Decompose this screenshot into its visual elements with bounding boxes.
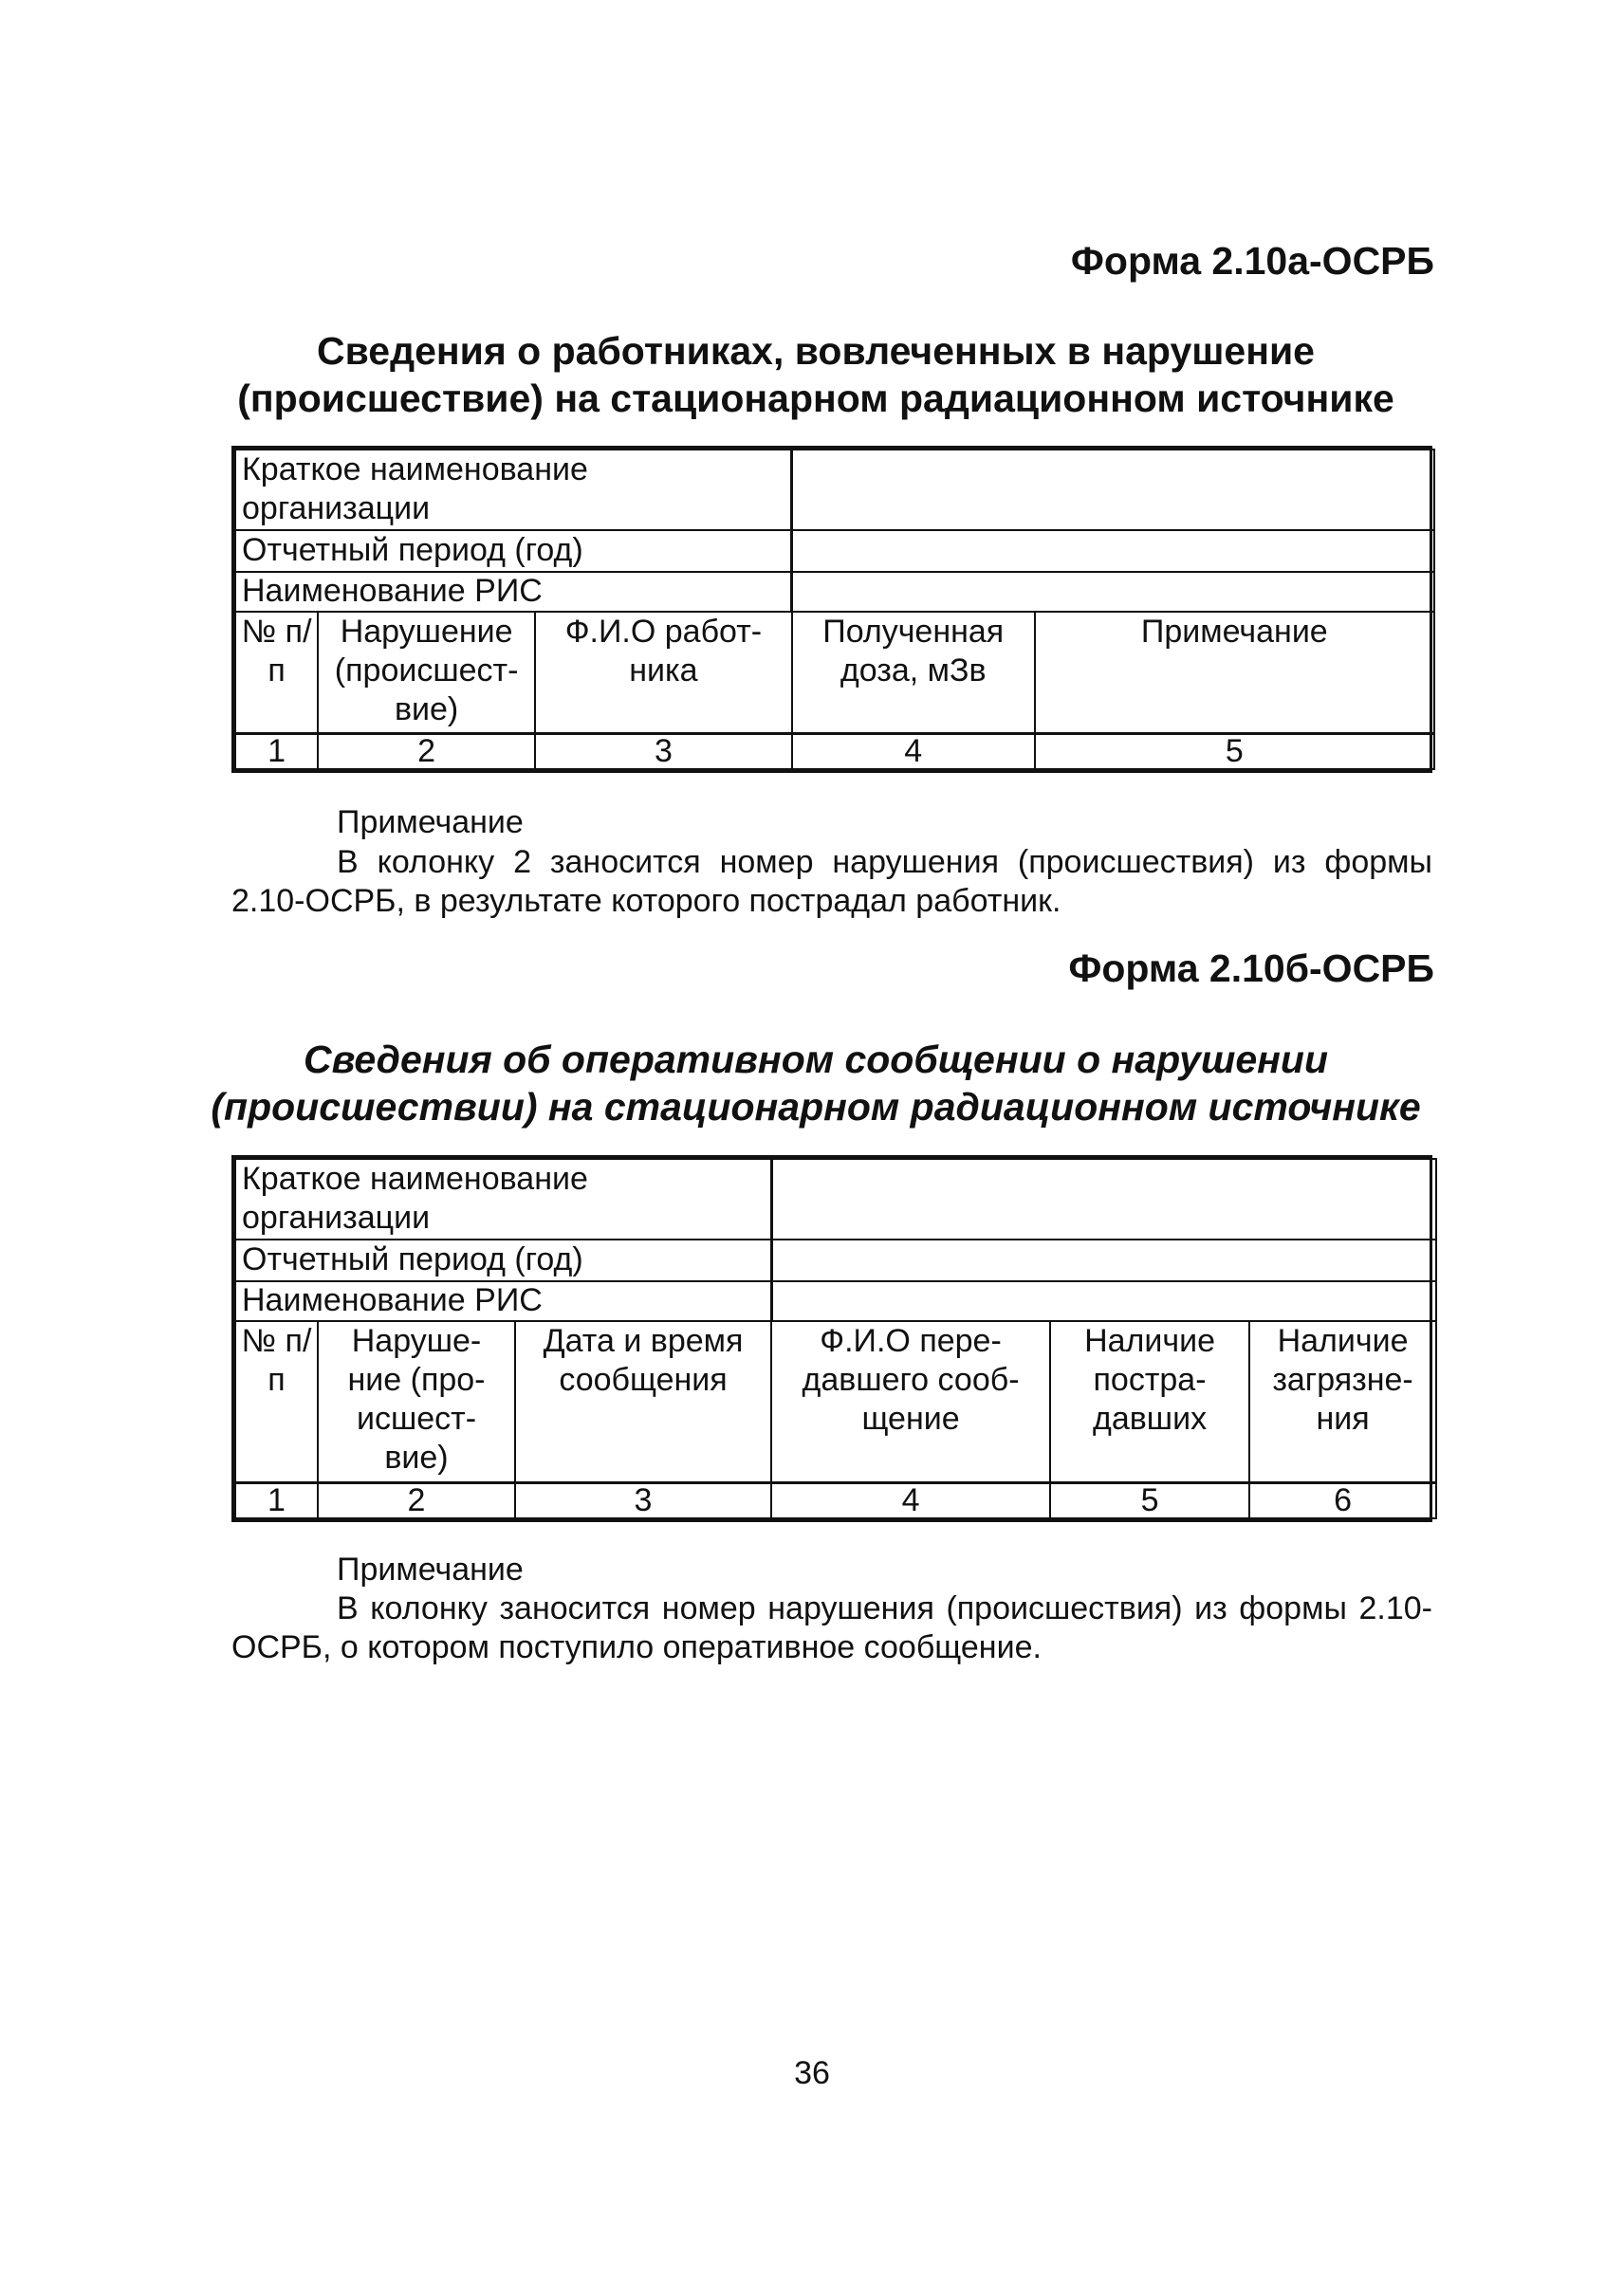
form-b-label: Форма 2.10б-ОСРБ (1068, 946, 1434, 990)
form-b-period-value[interactable] (771, 1240, 1436, 1281)
form-a-ris-value[interactable] (792, 572, 1434, 612)
form-a-org-value[interactable] (792, 450, 1434, 530)
form-b-note-text: В колонку заносится номер нарушения (происшествия) из формы 2.10-ОСРБ, о котором поступило оперативное сообщение. (231, 1590, 1432, 1665)
form-b-col-header-5: Наличие постра-давших (1050, 1321, 1249, 1482)
form-b-col-number: 4 (771, 1482, 1050, 1518)
form-b-col-header-3: Дата и время сообщения (515, 1321, 771, 1482)
form-a-col-header-1: № п/п (235, 612, 318, 733)
page-number: 36 (794, 2055, 830, 2091)
form-a-label: Форма 2.10а-ОСРБ (1070, 239, 1434, 283)
form-a-period-value[interactable] (792, 530, 1434, 572)
form-a-col-header-4: Полученная доза, мЗв (792, 612, 1035, 733)
form-a-col-number: 5 (1035, 733, 1434, 769)
form-b-col-number: 6 (1249, 1482, 1436, 1518)
form-b-note-title: Примечание (337, 1552, 524, 1588)
form-b-col-header-2: Наруше-ние (про-исшест-вие) (318, 1321, 515, 1482)
form-a-title-line2: (происшествие) на стационарном радиационном источнике (237, 377, 1394, 420)
form-b-title-line2: (происшествии) на стационарном радиационном источнике (211, 1085, 1421, 1129)
form-b-table (231, 1155, 1432, 1522)
form-b-ris-value[interactable] (771, 1281, 1436, 1321)
form-b-period-label: Отчетный период (год) (235, 1240, 771, 1281)
form-a-title-line1: Сведения о работниках, вовлеченных в нарушение (317, 329, 1315, 373)
form-b-col-number: 3 (515, 1482, 771, 1518)
form-b-title-line1: Сведения об оперативном сообщении о нарушении (303, 1038, 1329, 1081)
form-a-period-label: Отчетный период (год) (235, 530, 792, 572)
form-a-title (171, 327, 1461, 422)
form-b-col-number: 2 (318, 1482, 515, 1518)
form-a-col-number: 3 (535, 733, 792, 769)
form-b-col-number: 5 (1050, 1482, 1249, 1518)
form-a-col-number: 4 (792, 733, 1035, 769)
form-a-col-header-5: Примечание (1035, 612, 1434, 733)
form-a-col-number: 2 (318, 733, 535, 769)
form-a-col-number: 1 (235, 733, 318, 769)
form-b-org-label: Краткое наименование организации (235, 1159, 771, 1240)
form-b-title (171, 1036, 1461, 1130)
form-a-table (231, 446, 1432, 773)
form-b-org-value[interactable] (771, 1159, 1436, 1240)
form-a-col-header-2: Нарушение (происшест-вие) (318, 612, 535, 733)
form-a-col-header-3: Ф.И.О работ-ника (535, 612, 792, 733)
form-b-col-header-1: № п/п (235, 1321, 318, 1482)
form-b-col-number: 1 (235, 1482, 318, 1518)
form-b-ris-label: Наименование РИС (235, 1281, 771, 1321)
form-a-ris-label: Наименование РИС (235, 572, 792, 612)
form-b-col-header-4: Ф.И.О пере-давшего сооб-щение (771, 1321, 1050, 1482)
form-a-note-title: Примечание (337, 804, 524, 840)
form-a-org-label: Краткое наименование организации (235, 450, 792, 530)
form-a-note-text: В колонку 2 заносится номер нарушения (происшествия) из формы 2.10-ОСРБ, в результате которого пострадал работник. (231, 844, 1432, 919)
form-b-col-header-6: Наличие загрязне-ния (1249, 1321, 1436, 1482)
